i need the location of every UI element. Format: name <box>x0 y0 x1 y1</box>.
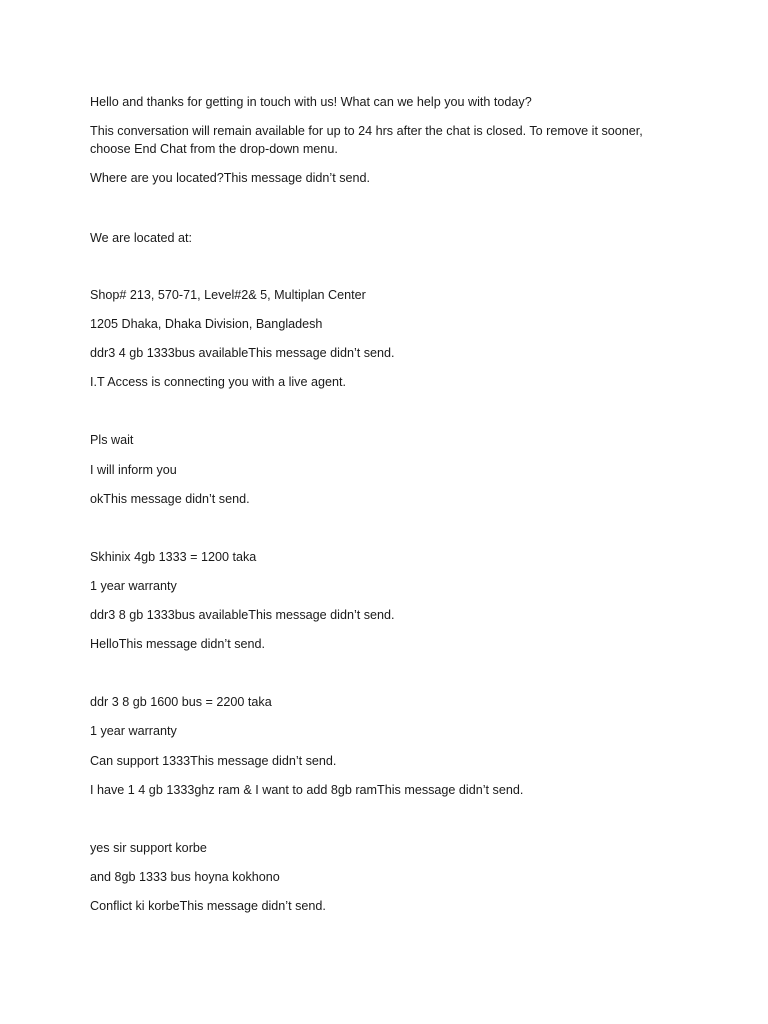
text-line: HelloThis message didn’t send. <box>90 637 266 651</box>
text-line: Hello and thanks for getting in touch with us! What can we help you with today? <box>90 95 532 109</box>
text-line: okThis message didn’t send. <box>90 492 250 506</box>
text-line: and 8gb 1333 bus hoyna kokhono <box>90 870 280 884</box>
text-line: 1 year warranty <box>90 579 177 593</box>
text-line: We are located at: <box>90 231 192 245</box>
text-line: ddr3 8 gb 1333bus availableThis message didn’t send. <box>90 608 395 622</box>
text-line: I have 1 4 gb 1333ghz ram & I want to add 8gb ramThis message didn’t send. <box>90 783 524 797</box>
text-line: ddr3 4 gb 1333bus availableThis message didn’t send. <box>90 346 395 360</box>
text-line: 1 year warranty <box>90 724 177 738</box>
text-line: I will inform you <box>90 463 177 477</box>
text-line: ddr 3 8 gb 1600 bus = 2200 taka <box>90 695 272 709</box>
text-line: Can support 1333This message didn’t send. <box>90 754 337 768</box>
text-line: choose End Chat from the drop-down menu. <box>90 142 338 156</box>
text-line: Skhinix 4gb 1333 = 1200 taka <box>90 550 257 564</box>
text-line: This conversation will remain available for up to 24 hrs after the chat is closed. To remove it sooner, <box>90 124 643 138</box>
text-line: Conflict ki korbeThis message didn’t send. <box>90 899 326 913</box>
text-line: yes sir support korbe <box>90 841 207 855</box>
text-line: 1205 Dhaka, Dhaka Division, Bangladesh <box>90 317 323 331</box>
text-line: Shop# 213, 570-71, Level#2& 5, Multiplan Center <box>90 288 366 302</box>
text-line: I.T Access is connecting you with a live agent. <box>90 375 346 389</box>
text-line: Where are you located?This message didn’t send. <box>90 171 371 185</box>
text-line: Pls wait <box>90 433 134 447</box>
